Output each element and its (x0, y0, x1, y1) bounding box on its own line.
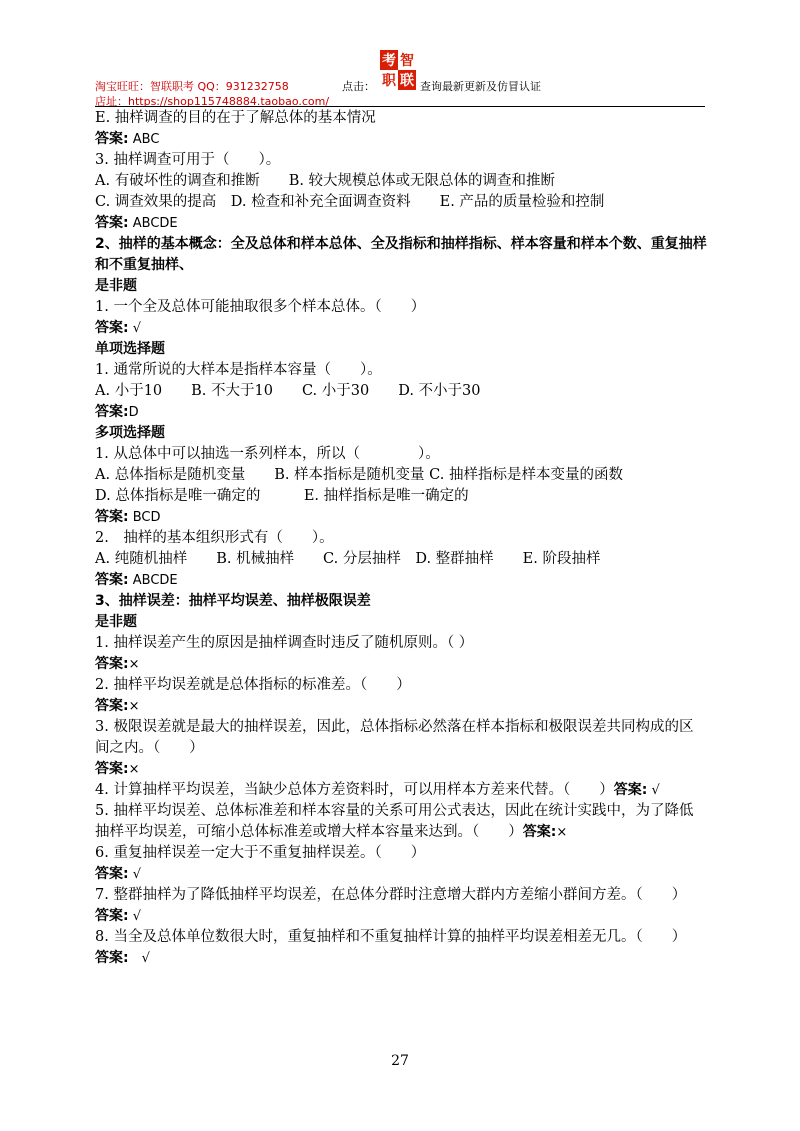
question-text: 1. 从总体中可以抽选一系列样本，所以（ ）。 (95, 446, 440, 462)
answer-value: √ (128, 951, 150, 966)
question-line (95, 780, 707, 801)
answer-label: 答案: (95, 404, 129, 420)
question-line (95, 171, 707, 192)
click-label: 点击： (342, 80, 375, 93)
answer-label: 答案: (95, 320, 129, 336)
question-line (95, 927, 707, 948)
question-line (95, 486, 707, 507)
answer-value: × (128, 762, 140, 777)
answer-value: × (128, 699, 140, 714)
question-text: A. 纯随机抽样 B. 机械抽样 C. 分层抽样 D. 整群抽样 E. 阶段抽样 (95, 551, 601, 567)
question-text: 1. 抽样误差产生的原因是抽样调查时违反了随机原则。（ ） (95, 635, 474, 651)
question-text: 3. 极限误差就是最大的抽样误差，因此，总体指标必然落在样本指标和极限误差共同构成的区间之内。（ ） (95, 719, 694, 756)
question-text: 1. 通常所说的大样本是指样本容量（ ）。 (95, 362, 382, 378)
question-text: A. 有破坏性的调查和推断 B. 较大规模总体或无限总体的调查和推断 (95, 173, 556, 189)
section-heading: 2、抽样的基本概念：全及总体和样本总体、全及指标和抽样指标、样本容量和样本个数、重复抽样和不重复抽样、 (95, 236, 707, 273)
logo-char-zhi2: 职 (382, 73, 396, 89)
question-text: A. 小于10 B. 不大于10 C. 小于30 D. 不小于30 (95, 383, 481, 399)
question-text: 2. 抽样的基本组织形式有（ ）。 (95, 530, 334, 546)
answer-label: 答案: (95, 572, 129, 588)
header-divider (95, 106, 705, 107)
question-text: 6. 重复抽样误差一定大于不重复抽样误差。（ ） (95, 845, 426, 861)
answer-value: ABCDE (128, 216, 178, 231)
question-text: 3. 抽样调查可用于（ ）。 (95, 152, 281, 168)
answer-value: √ (128, 867, 142, 882)
verify-link[interactable]: 查询最新更新及仿冒认证 (420, 80, 541, 93)
section-heading: 是非题 (95, 278, 137, 294)
answer-value: × (556, 825, 568, 840)
page-header (95, 50, 705, 106)
question-line (95, 297, 707, 318)
answer-label: 答案: (95, 866, 129, 882)
question-text: 5. 抽样平均误差、总体标准差和样本容量的关系可用公式表达，因此在统计实践中，为了降低抽样平均误差，可缩小总体标准差或增大样本容量来达到。（ ） (95, 803, 694, 840)
answer-label: 答案: (95, 509, 129, 525)
section-heading: 单项选择题 (95, 341, 165, 357)
answer-line (95, 864, 707, 885)
answer-value: D (128, 405, 139, 420)
question-text: C. 调查效果的提高 D. 检查和补充全面调查资料 E. 产品的质量检验和控制 (95, 194, 605, 210)
question-line (95, 885, 707, 906)
answer-line (95, 948, 707, 969)
question-line (95, 801, 707, 843)
answer-value: ABCDE (128, 573, 178, 588)
answer-line (95, 402, 707, 423)
question-line (95, 192, 707, 213)
section-heading: 多项选择题 (95, 425, 165, 441)
question-text: 7. 整群抽样为了降低抽样平均误差，在总体分群时注意增大群内方差缩小群间方差。（ ） (95, 887, 687, 903)
answer-line (95, 696, 707, 717)
answer-label: 答案: (522, 824, 557, 840)
logo-char-lian: 联 (400, 73, 414, 89)
document-body (95, 108, 707, 969)
question-line (95, 528, 707, 549)
answer-value: √ (647, 783, 660, 798)
section-heading: 3、抽样误差：抽样平均误差、抽样极限误差 (95, 593, 371, 609)
question-line (95, 108, 707, 129)
question-line (95, 381, 707, 402)
question-line (95, 150, 707, 171)
question-text: A. 总体指标是随机变量 B. 样本指标是随机变量 C. 抽样指标是样本变量的函数 (95, 467, 623, 483)
question-line (95, 549, 707, 570)
logo-char-kao: 考 (382, 53, 396, 69)
answer-label: 答案: (613, 782, 648, 798)
answer-value: ABC (128, 132, 160, 147)
question-line (95, 717, 707, 759)
answer-line (95, 906, 707, 927)
answer-line (95, 507, 707, 528)
answer-label: 答案: (95, 908, 129, 924)
question-line (95, 633, 707, 654)
answer-label: 答案: (95, 698, 129, 714)
answer-value: √ (128, 321, 142, 336)
answer-label: 答案: (95, 950, 129, 966)
answer-line (95, 654, 707, 675)
section-heading: 是非题 (95, 614, 137, 630)
answer-label: 答案: (95, 656, 129, 672)
answer-value: √ (128, 909, 142, 924)
answer-line (95, 129, 707, 150)
answer-line (95, 213, 707, 234)
question-text: 8. 当全及总体单位数很大时，重复抽样和不重复抽样计算的抽样平均误差相差无几。（ ） (95, 929, 687, 945)
answer-line (95, 570, 707, 591)
question-line (95, 675, 707, 696)
question-line (95, 465, 707, 486)
page-number: 27 (391, 1053, 409, 1069)
question-line (95, 444, 707, 465)
answer-line (95, 318, 707, 339)
question-text: E. 抽样调查的目的在于了解总体的基本情况 (95, 110, 376, 126)
shop-url[interactable]: 店址：https://shop115748884.taobao.com/ (95, 95, 330, 108)
question-line (95, 360, 707, 381)
logo-char-zhi: 智 (400, 53, 414, 69)
question-text: 4. 计算抽样平均误差，当缺少总体方差资料时，可以用样本方差来代替。（ ） (95, 782, 614, 798)
question-text: 1. 一个全及总体可能抽取很多个样本总体。（ ） (95, 299, 426, 315)
answer-value: × (128, 657, 140, 672)
zhilian-logo-icon[interactable] (380, 50, 416, 90)
answer-label: 答案: (95, 215, 129, 231)
answer-label: 答案: (95, 761, 129, 777)
question-text: D. 总体指标是唯一确定的 E. 抽样指标是唯一确定的 (95, 488, 469, 504)
question-line (95, 843, 707, 864)
answer-label: 答案: (95, 131, 129, 147)
answer-line (95, 759, 707, 780)
answer-value: BCD (128, 510, 161, 525)
shop-contact: 淘宝旺旺：智联职考 QQ：931232758 (95, 80, 289, 93)
question-text: 2. 抽样平均误差就是总体指标的标准差。（ ） (95, 677, 411, 693)
